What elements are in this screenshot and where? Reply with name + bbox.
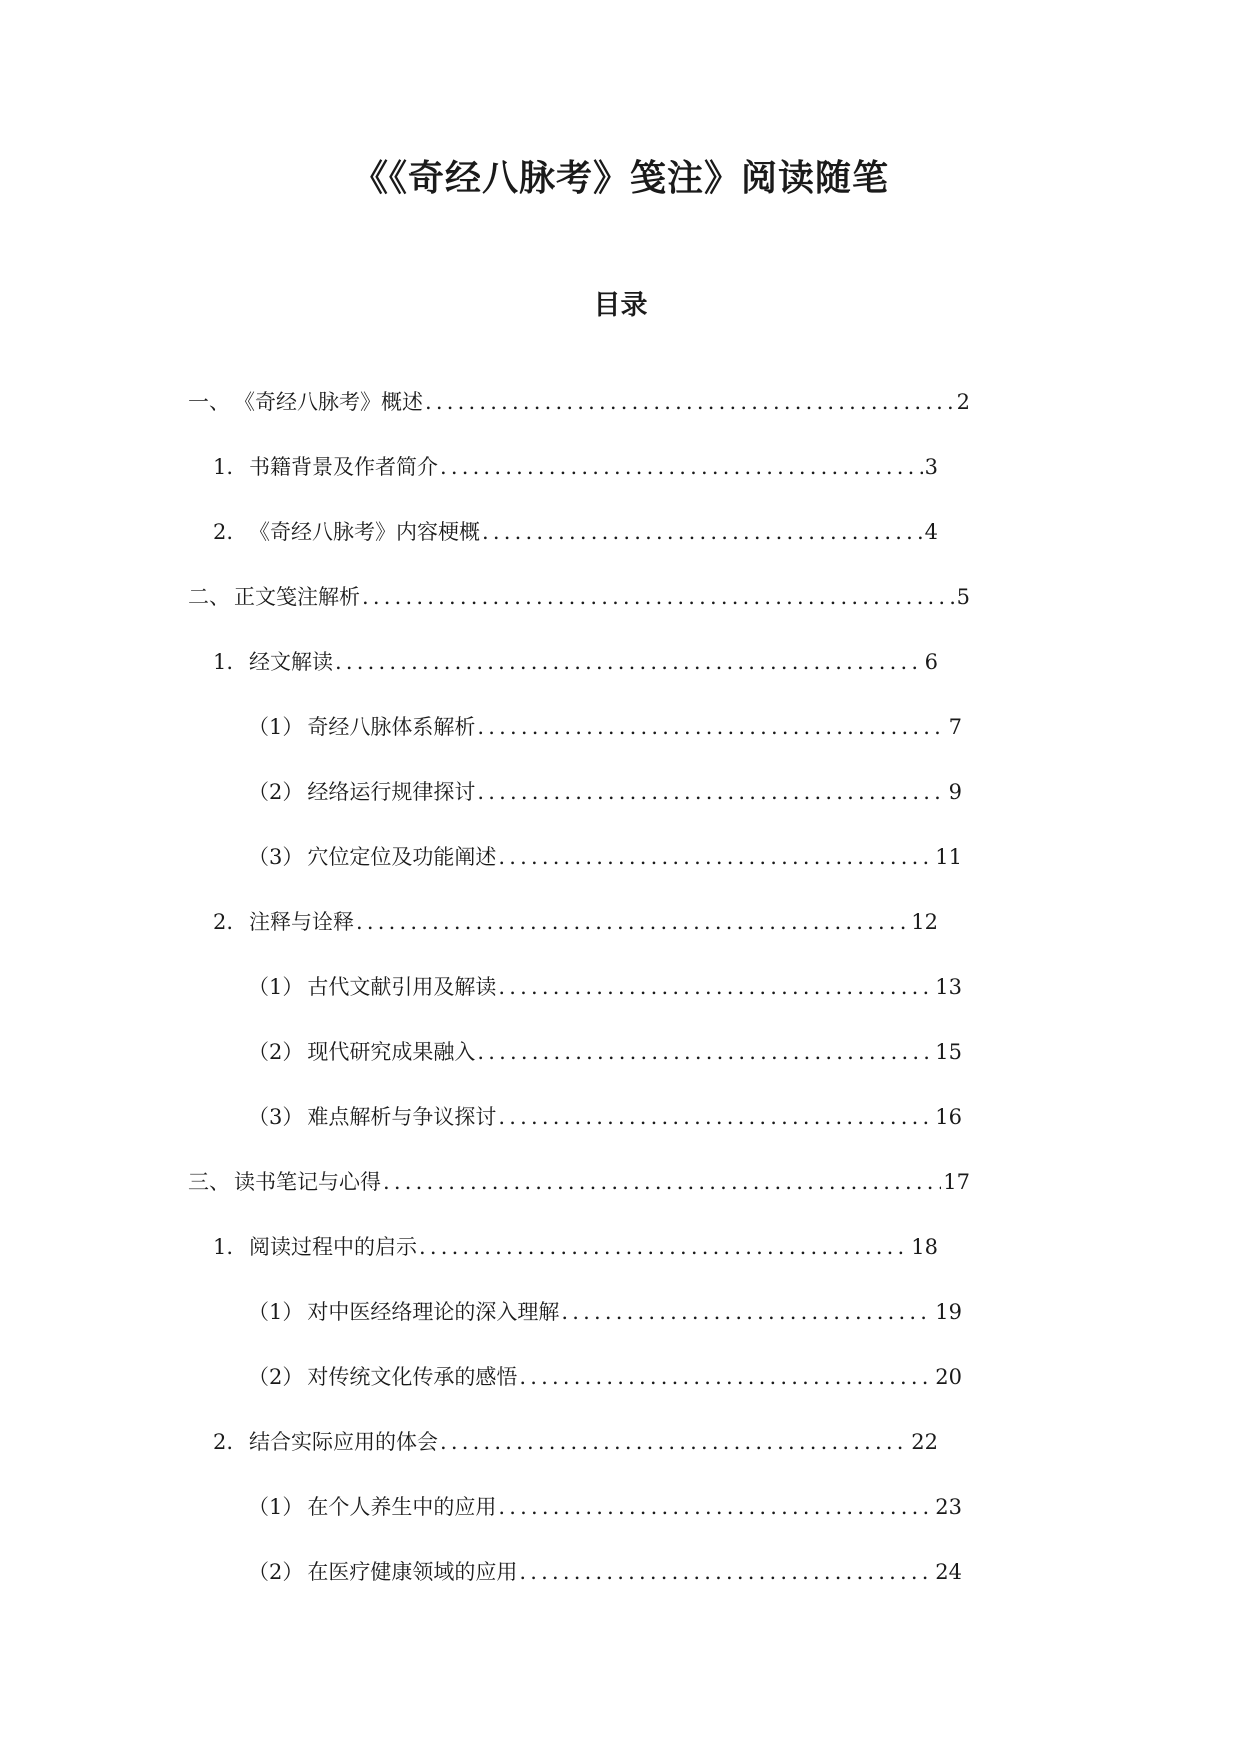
toc-entry-number: （1） <box>248 715 304 739</box>
toc-entry-text: 读书笔记与心得 <box>234 1170 381 1194</box>
toc-entry[interactable] <box>0 447 938 512</box>
toc-entry-text: 经文解读 <box>249 650 334 674</box>
toc-entry[interactable] <box>0 902 938 967</box>
toc-entry[interactable] <box>0 1292 962 1357</box>
toc-entry-number: 1. <box>213 455 234 479</box>
toc-entry-number: （2） <box>248 1040 304 1064</box>
toc-entry-number: （1） <box>248 1300 304 1324</box>
toc-entry-text: 在医疗健康领域的应用 <box>307 1560 518 1584</box>
toc-entry-label <box>213 447 438 487</box>
toc-dot-leader <box>417 1227 909 1267</box>
toc-entry-number: （1） <box>248 1495 304 1519</box>
table-of-contents <box>0 382 1241 1617</box>
toc-dot-leader <box>475 707 946 747</box>
toc-entry[interactable] <box>0 967 962 1032</box>
toc-dot-leader <box>438 1422 909 1462</box>
toc-entry[interactable] <box>0 1032 962 1097</box>
toc-entry[interactable] <box>0 512 938 577</box>
toc-page-number: 15 <box>935 1040 962 1064</box>
toc-entry-text: 在个人养生中的应用 <box>307 1495 497 1519</box>
toc-entry-text: 注释与诠释 <box>249 910 355 934</box>
toc-entry-text: 难点解析与争议探讨 <box>307 1105 497 1129</box>
toc-page-number: 5 <box>956 585 970 609</box>
toc-dot-leader <box>381 1162 941 1202</box>
toc-entry-label <box>248 1357 517 1397</box>
toc-page-number: 17 <box>943 1170 970 1194</box>
toc-entry-label <box>213 512 480 552</box>
toc-entry-number: 一、 <box>188 390 230 414</box>
toc-entry-number: 2. <box>213 520 234 544</box>
toc-dot-leader <box>559 1292 933 1332</box>
toc-entry-label <box>248 1292 559 1332</box>
toc-entry[interactable] <box>0 1357 962 1422</box>
toc-entry-number: 1. <box>213 650 234 674</box>
toc-page-number: 3 <box>924 455 938 479</box>
toc-entry-label <box>213 1227 417 1267</box>
toc-entry-text: 正文笺注解析 <box>234 585 360 609</box>
toc-entry-text: 《奇经八脉考》内容梗概 <box>249 520 481 544</box>
toc-entry-label <box>213 902 354 942</box>
toc-entry-label <box>188 1162 381 1202</box>
toc-page-number: 11 <box>935 845 962 869</box>
toc-entry-label <box>213 1422 438 1462</box>
toc-dot-leader <box>333 642 923 682</box>
toc-page-number: 13 <box>935 975 962 999</box>
toc-entry-text: 奇经八脉体系解析 <box>307 715 476 739</box>
toc-dot-leader <box>475 772 946 812</box>
document-title: 《《奇经八脉考》笺注》阅读随笔 <box>351 158 889 199</box>
toc-dot-leader <box>496 837 933 877</box>
toc-entry-number: （2） <box>248 1365 304 1389</box>
toc-dot-leader <box>354 902 909 942</box>
toc-dot-leader <box>423 382 955 422</box>
toc-entry-label <box>188 577 360 617</box>
toc-dot-leader <box>360 577 955 617</box>
toc-entry-number: （3） <box>248 1105 304 1129</box>
toc-entry[interactable] <box>0 577 970 642</box>
toc-page-number: 20 <box>935 1365 962 1389</box>
toc-entry-label <box>248 1487 496 1527</box>
toc-entry-label <box>248 1032 475 1072</box>
toc-entry[interactable] <box>0 772 962 837</box>
toc-entry[interactable] <box>0 1552 962 1617</box>
toc-page-number: 24 <box>935 1560 962 1584</box>
toc-page-number: 9 <box>948 780 962 804</box>
toc-page-number: 12 <box>911 910 938 934</box>
toc-dot-leader <box>496 1097 933 1137</box>
toc-entry-number: （2） <box>248 780 304 804</box>
toc-entry[interactable] <box>0 1422 938 1487</box>
toc-entry-label <box>248 1552 517 1592</box>
toc-dot-leader <box>517 1552 933 1592</box>
toc-dot-leader <box>517 1357 933 1397</box>
toc-entry-number: 三、 <box>188 1170 230 1194</box>
toc-entry-text: 《奇经八脉考》概述 <box>234 390 423 414</box>
toc-entry-text: 对中医经络理论的深入理解 <box>307 1300 560 1324</box>
toc-page-number: 4 <box>924 520 938 544</box>
toc-page-number: 2 <box>956 390 970 414</box>
toc-heading: 目录 <box>593 290 648 321</box>
toc-entry[interactable] <box>0 1097 962 1162</box>
toc-entry[interactable] <box>0 1162 970 1227</box>
toc-entry-label <box>248 837 496 877</box>
toc-entry-number: 二、 <box>188 585 230 609</box>
toc-entry-text: 经络运行规律探讨 <box>307 780 476 804</box>
toc-entry-text: 结合实际应用的体会 <box>249 1430 439 1454</box>
toc-entry-number: （1） <box>248 975 304 999</box>
toc-entry[interactable] <box>0 707 962 772</box>
toc-entry-number: 1. <box>213 1235 234 1259</box>
toc-page-number: 7 <box>948 715 962 739</box>
toc-entry[interactable] <box>0 382 970 447</box>
toc-dot-leader <box>475 1032 933 1072</box>
toc-entry-label <box>213 642 333 682</box>
toc-entry-label <box>248 1097 496 1137</box>
toc-entry-label <box>248 707 475 747</box>
toc-dot-leader <box>496 967 933 1007</box>
toc-dot-leader <box>480 512 923 552</box>
toc-page-number: 22 <box>911 1430 938 1454</box>
toc-entry-number: （2） <box>248 1560 304 1584</box>
toc-dot-leader <box>438 447 923 487</box>
toc-entry-label <box>188 382 423 422</box>
toc-page-number: 23 <box>935 1495 962 1519</box>
toc-entry-number: 2. <box>213 910 234 934</box>
toc-entry[interactable] <box>0 642 938 707</box>
toc-entry-number: （3） <box>248 845 304 869</box>
toc-page-number: 18 <box>911 1235 938 1259</box>
toc-entry-number: 2. <box>213 1430 234 1454</box>
toc-page-number: 19 <box>935 1300 962 1324</box>
toc-dot-leader <box>496 1487 933 1527</box>
toc-entry[interactable] <box>0 1487 962 1552</box>
toc-page-number: 16 <box>935 1105 962 1129</box>
toc-entry-text: 阅读过程中的启示 <box>249 1235 418 1259</box>
toc-entry[interactable] <box>0 837 962 902</box>
toc-entry-text: 穴位定位及功能阐述 <box>307 845 497 869</box>
toc-entry-label <box>248 772 475 812</box>
toc-entry-label <box>248 967 496 1007</box>
toc-page-number: 6 <box>924 650 938 674</box>
toc-entry[interactable] <box>0 1227 938 1292</box>
toc-entry-text: 古代文献引用及解读 <box>307 975 497 999</box>
toc-entry-text: 现代研究成果融入 <box>307 1040 476 1064</box>
toc-entry-text: 书籍背景及作者简介 <box>249 455 439 479</box>
toc-entry-text: 对传统文化传承的感悟 <box>307 1365 518 1389</box>
